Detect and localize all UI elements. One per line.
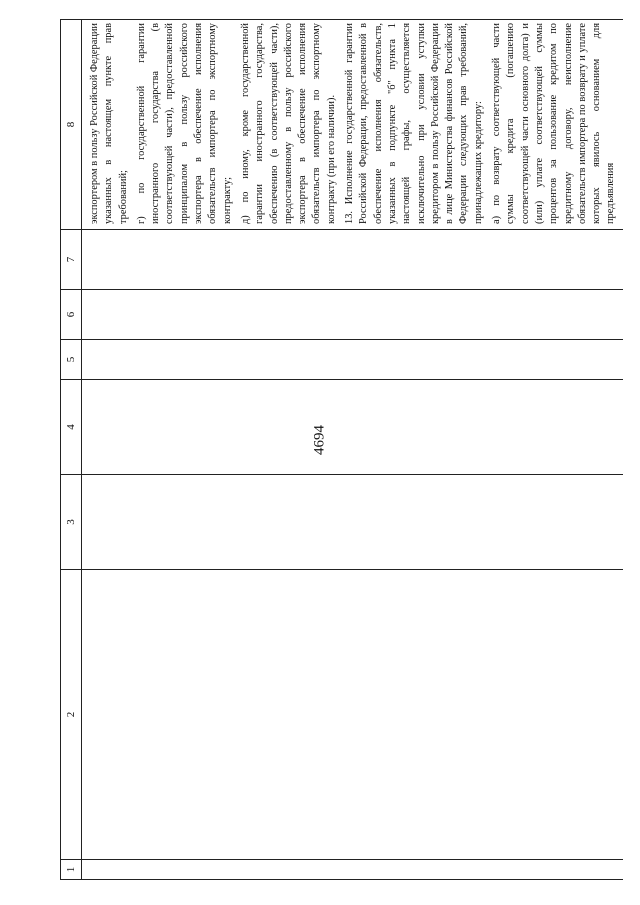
column-header: 4 <box>61 380 82 475</box>
table-cell <box>82 570 623 860</box>
table-cell <box>82 230 623 290</box>
column-header: 1 <box>61 860 82 880</box>
column-header: 5 <box>61 340 82 380</box>
page-number: 4694 <box>311 425 328 455</box>
table-cell <box>82 380 623 475</box>
table-cell <box>82 475 623 570</box>
paragraph: 13. Исполнение государственной гарантии Российской Федерации, предоставленной в обеспечение исполнения обязательств, указанных в подпункте "б" пункта 1 настоящей графы, осуществляется исключительно при условии уступки кредитором в пользу Российской Федерации в лице Министерства финансов Российской Федерации следующих прав требований, принадлежащих кредитору: <box>344 23 484 224</box>
column-header: 2 <box>61 570 82 860</box>
data-table <box>60 19 623 880</box>
column-header: 8 <box>61 20 82 230</box>
column-header: 3 <box>61 475 82 570</box>
paragraph: а) по возврату соответствующей части суммы кредита (погашению соответствующей части основного долга) и (или) уплате соответствующей суммы процентов за пользование кредитом по кредитному договору, неисполнение обязательств импортера по возврату и уплате которых явилось основанием для предъявления <box>491 23 617 224</box>
paragraph: г) по государственной гарантии иностранного государства (в соответствующей части), предоставленной принципалом в пользу российского экспортера в обеспечение исполнения обязательств импортера по экспортному контракту; <box>135 23 233 224</box>
rotated-page-content <box>60 20 617 880</box>
table-cell <box>82 340 623 380</box>
table-cell <box>82 860 623 880</box>
column-header: 7 <box>61 230 82 290</box>
table-header-row <box>61 20 82 880</box>
paragraph: д) по иному, кроме государственной гарантии иностранного государства, обеспечению (в соответствующей части), предоставленному в пользу российского экспортера в обеспечение исполнения обязательств импортера по экспортному контракту (при его наличии). <box>239 23 337 224</box>
paragraph: экспортером в пользу Российской Федерации указанных в настоящем пункте прав требований; <box>89 23 129 224</box>
column-header: 6 <box>61 290 82 340</box>
table-cell <box>82 290 623 340</box>
table-row <box>82 20 623 880</box>
table-cell-text <box>82 20 623 230</box>
